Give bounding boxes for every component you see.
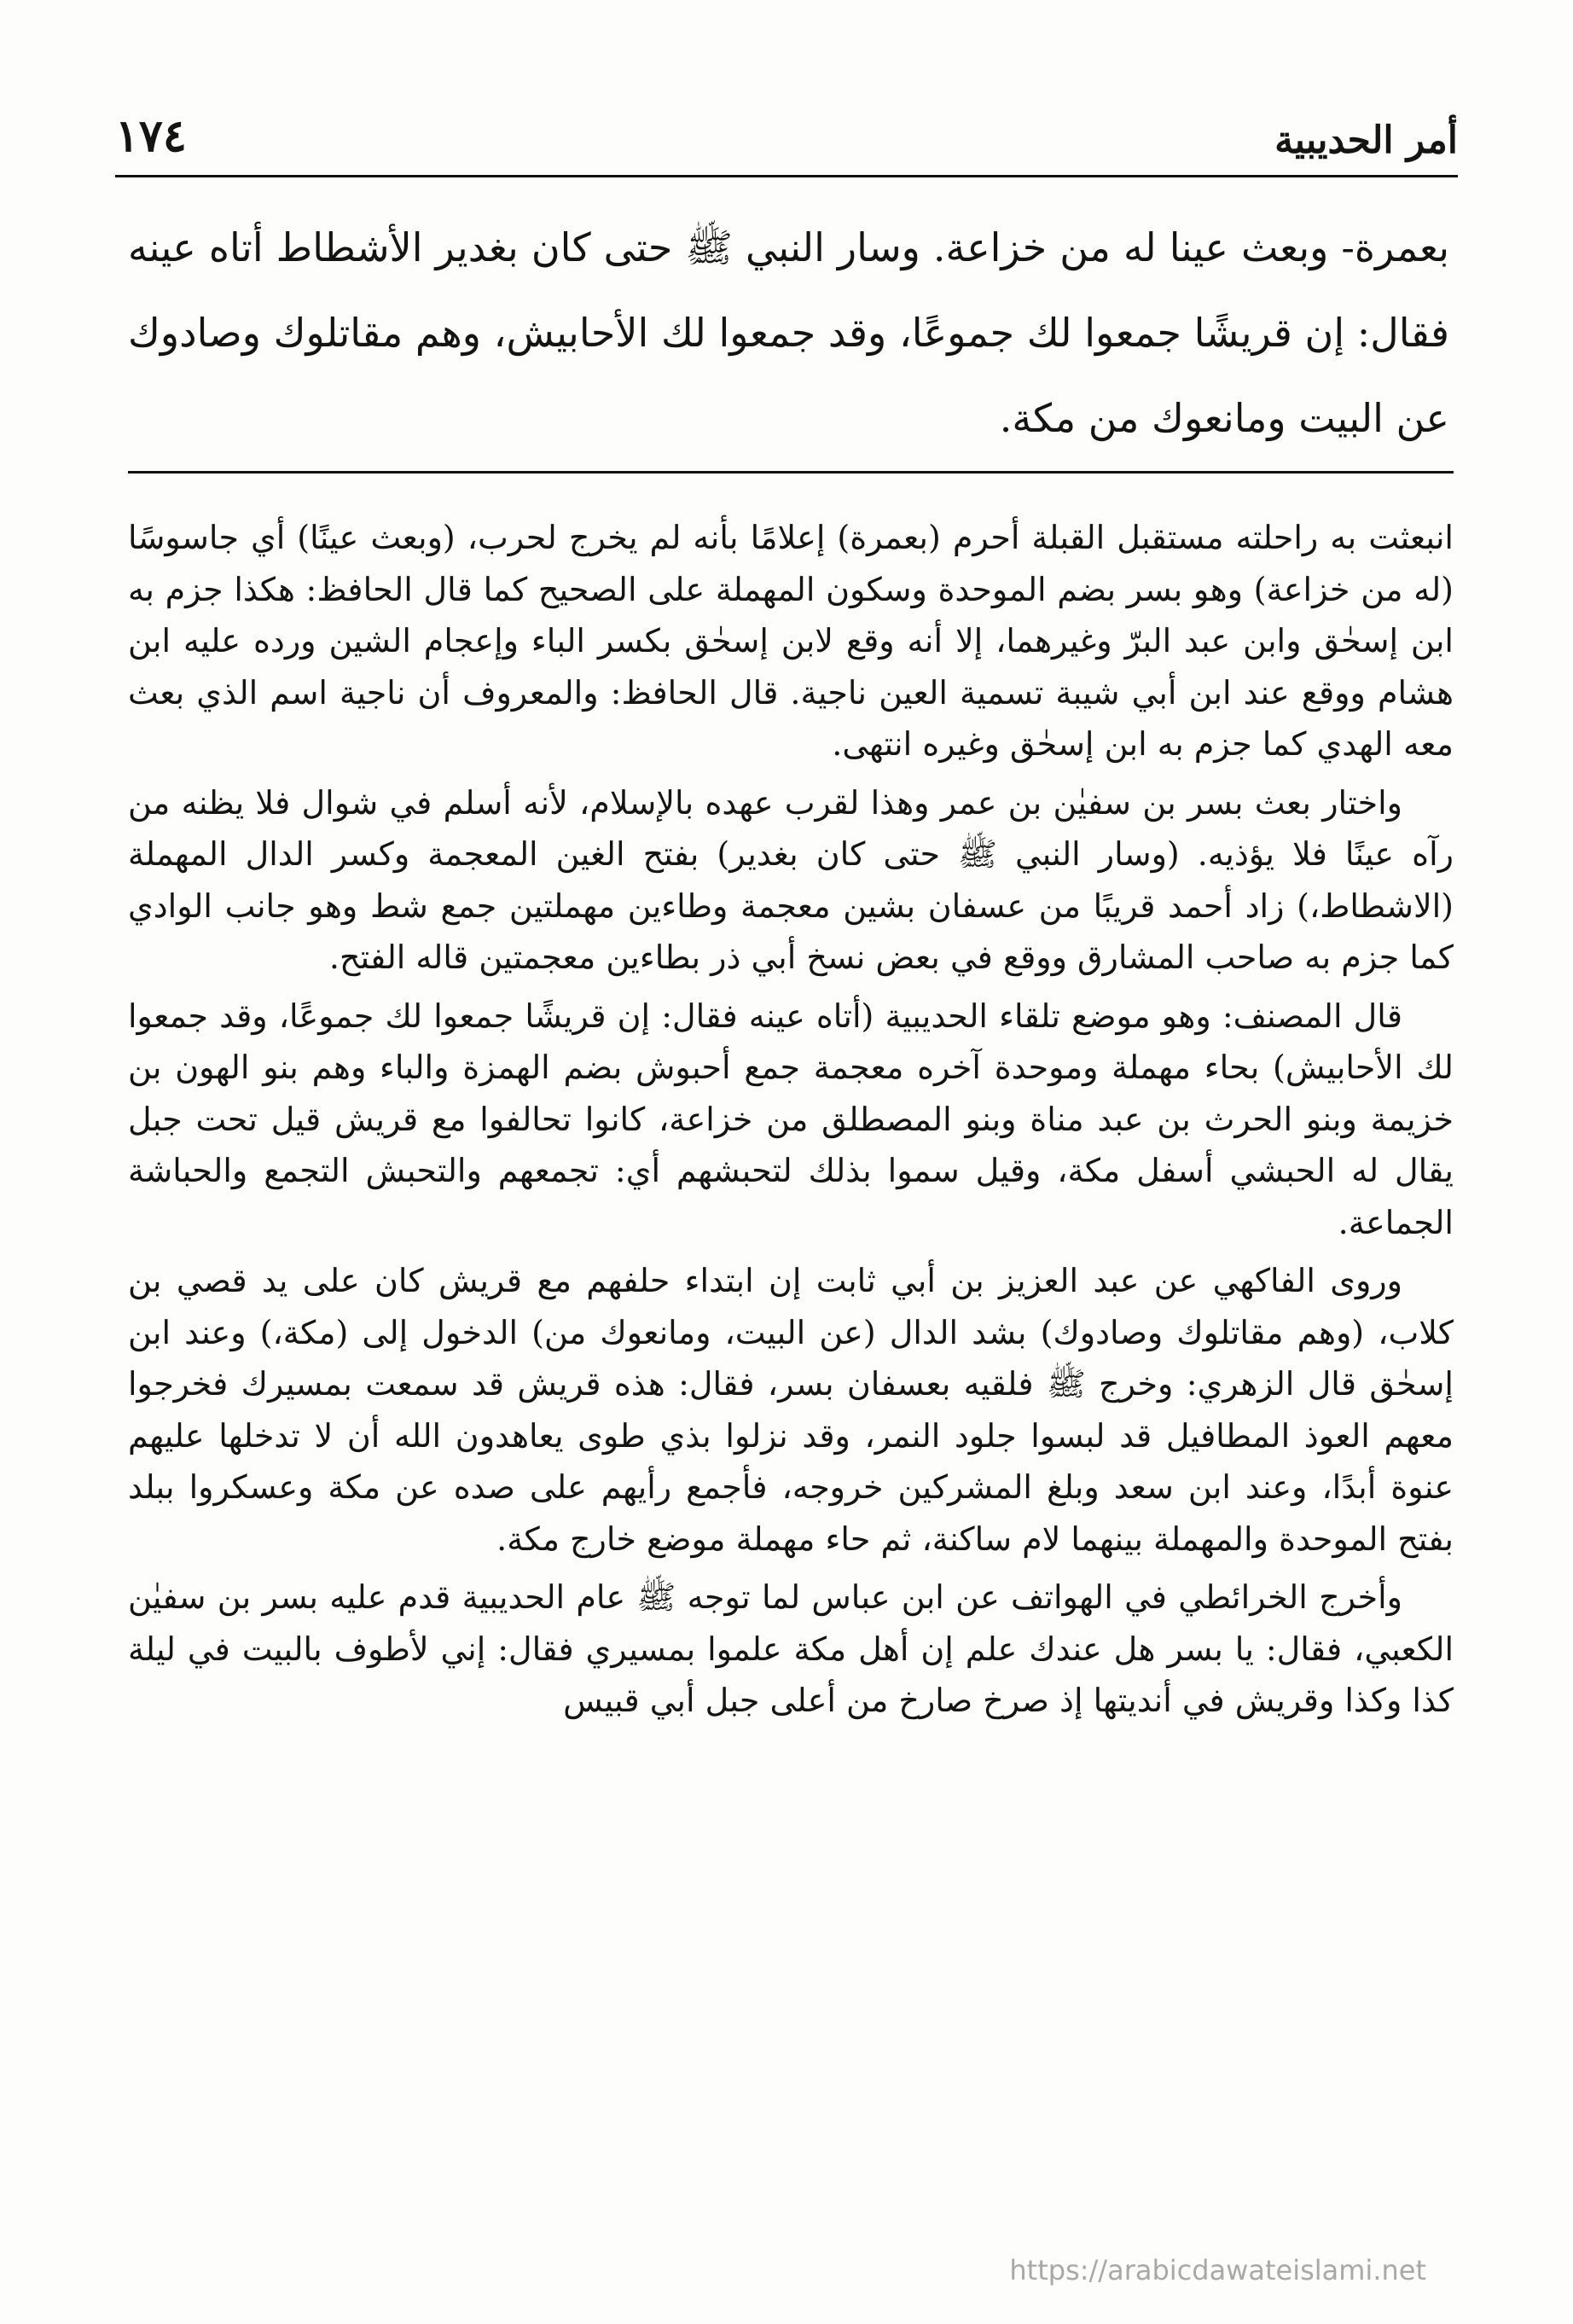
header-divider (115, 175, 1458, 177)
main-text-paragraph: بعمرة- وبعث عينا له من خزاعة. وسار النبي ﷺ حتى كان بغدير الأشطاط أتاه عينه فقال: إن قريشًا جمعوا لك جموعًا، وقد جمعوا لك الأحابيش، وهم مقاتلوك وصادوك عن البيت ومانعوك من مكة. (128, 224, 1449, 441)
commentary-paragraph: وروى الفاكهي عن عبد العزيز بن أبي ثابت إن ابتداء حلفهم مع قريش كان على يد قصي بن كلاب، (وهم مقاتلوك وصادوك) بشد الدال (عن البيت، ومانعوك من) الدخول إلى (مكة،) وعند ابن إسحٰق قال الزهري: وخرج ﷺ فلقيه بعسفان بسر، فقال: هذه قريش قد سمعت بمسيرك فخرجوا معهم العوذ المطافيل قد لبسوا جلود النمر، وقد نزلوا بذي طوى يعاهدون الله أن لا تدخلها عليهم عنوة أبدًا، وعند ابن سعد وبلغ المشركين خروجه، فأجمع رأيهم على صده عن مكة وعسكروا ببلد بفتح الموحدة والمهملة بينهما لام ساكنة، ثم حاء مهملة موضع خارج مكة. (128, 1262, 1454, 1558)
commentary-paragraph: وأخرج الخرائطي في الهواتف عن ابن عباس لما توجه ﷺ عام الحديبية قدم عليه بسر بن سفيٰن الكعبي، فقال: يا بسر هل عندك علم إن أهل مكة علموا بمسيري فقال: إني لأطوف بالبيت في ليلة كذا وكذا وقريش في أنديتها إذ صرخ صارخ من أعلى جبل أبي قبيس (128, 1578, 1454, 1719)
commentary (128, 512, 1454, 1734)
page-header (115, 102, 1458, 162)
commentary-paragraph: واختار بعث بسر بن سفيٰن بن عمر وهذا لقرب عهده بالإسلام، لأنه أسلم في شوال فلا يظنه من رآه عينًا فلا يؤذيه. (وسار النبي ﷺ حتى كان بغدير) بفتح الغين المعجمة وكسر الدال المهملة (الاشطاط،) زاد أحمد قريبًا من عسفان بشين معجمة وطاءين مهملتين جمع شط وهو جانب الوادي كما جزم به صاحب المشارق ووقع في بعض نسخ أبي ذر بطاءين معجمتين قاله الفتح. (128, 783, 1454, 976)
commentary-paragraph: قال المصنف: وهو موضع تلقاء الحديبية (أتاه عينه فقال: إن قريشًا جمعوا لك جموعًا، وقد جمعوا لك الأحابيش) بحاء مهملة وموحدة آخره معجمة جمع أحبوش بضم الهمزة والباء وهم بنو الهون بن خزيمة وبنو الحرث بن عبد مناة وبنو المصطلق من خزاعة، كانوا تحالفوا مع قريش قيل تحت جبل يقال له الحبشي أسفل مكة، وقيل سموا بذلك لتحبشهم أي: تجمعهم والتحبش التجمع والحباشة الجماعة. (128, 996, 1454, 1241)
main-text (128, 205, 1449, 461)
commentary-divider (128, 471, 1454, 474)
watermark-url: https://arabicdawateislami.net (1009, 2254, 1426, 2286)
page-number: ١٧٤ (115, 110, 187, 162)
running-title: أمر الحديبية (1274, 119, 1458, 162)
commentary-paragraph: انبعثت به راحلته مستقبل القبلة أحرم (بعمرة) إعلامًا بأنه لم يخرج لحرب، (وبعث عينًا) أي جاسوسًا (له من خزاعة) وهو بسر بضم الموحدة وسكون المهملة على الصحيح كما قال الحافظ: هكذا جزم به ابن إسحٰق وابن عبد البرّ وغيرهما، إلا أنه وقع لابن إسحٰق بكسر الباء وإعجام الشين ورده عليه ابن هشام ووقع عند ابن أبي شيبة تسمية العين ناجية. قال الحافظ: والمعروف أن ناجية اسم الذي بعث معه الهدي كما جزم به ابن إسحٰق وغيره انتهى. (128, 519, 1454, 763)
